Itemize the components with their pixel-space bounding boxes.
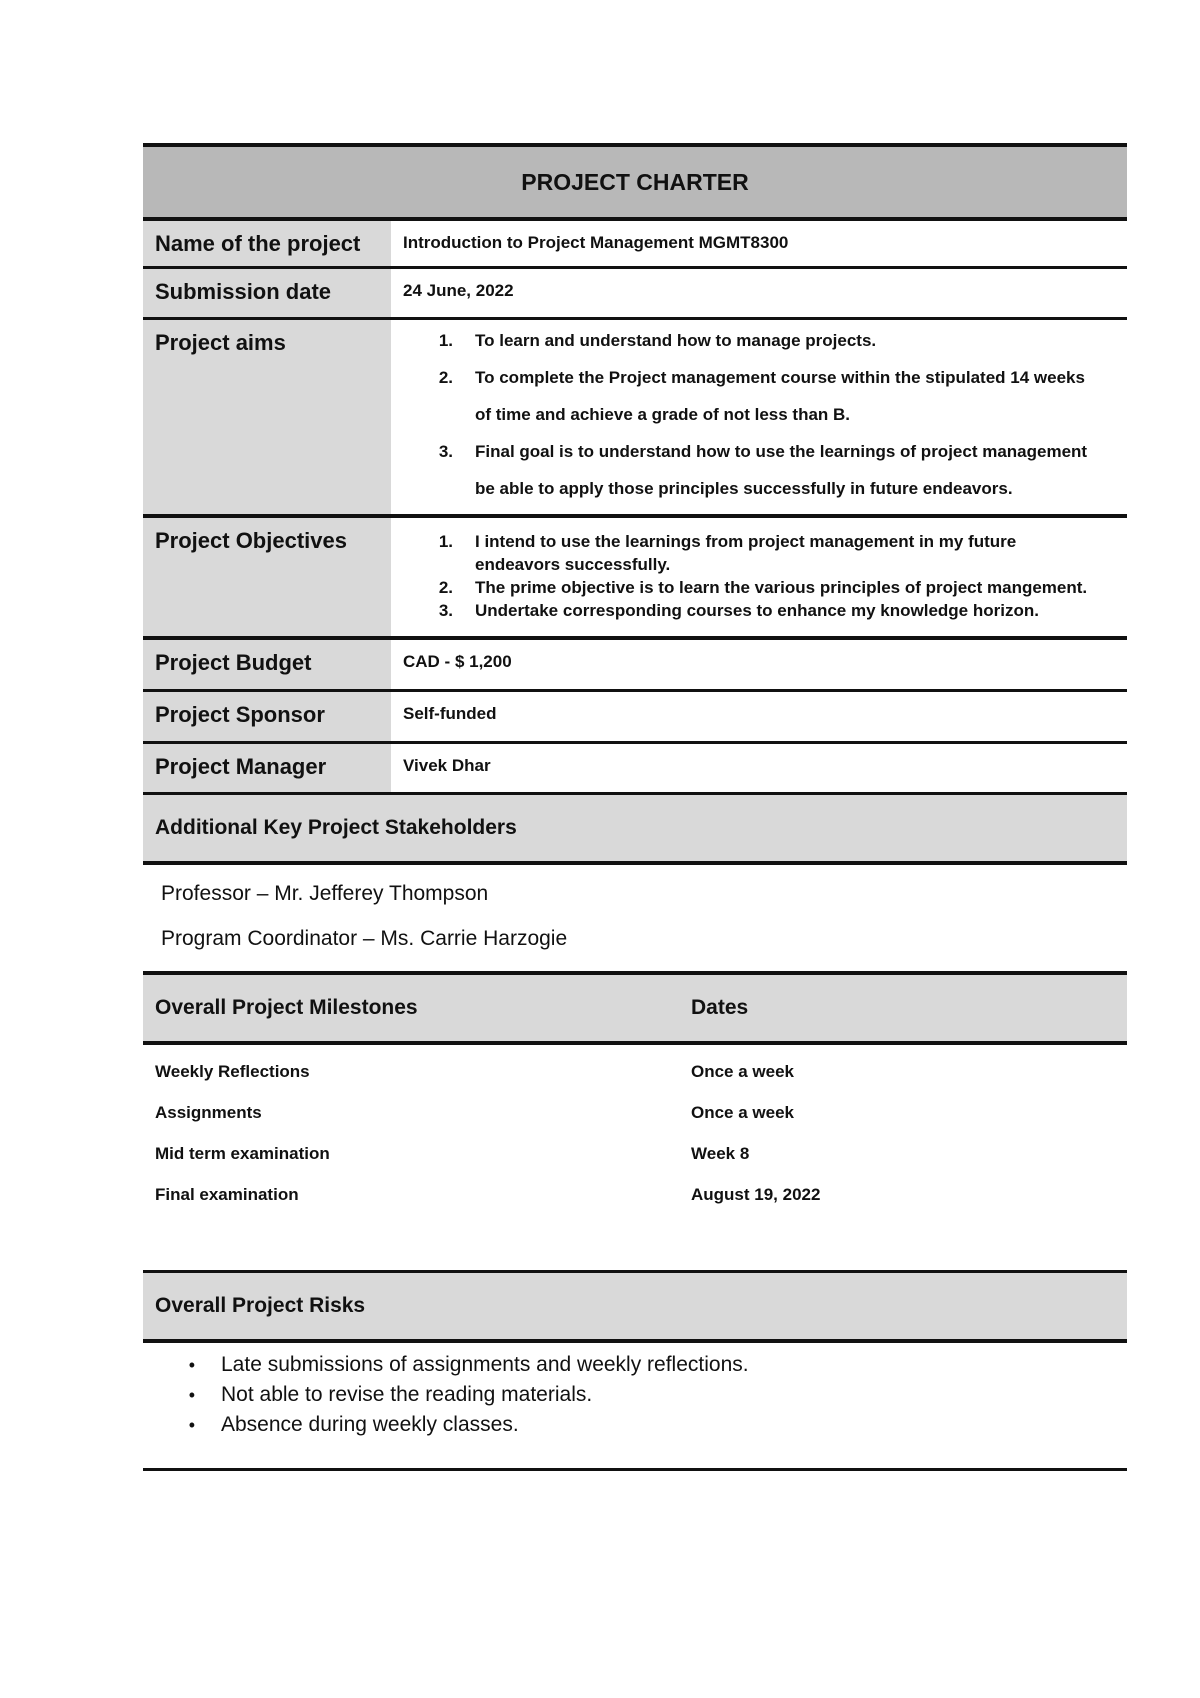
list-text [475,530,1115,576]
list-number: 2. [438,578,453,597]
bullet-icon: • [188,1385,195,1405]
list-text-line: endeavors successfully. [475,555,671,574]
bullet-icon: • [188,1355,195,1375]
list-text-line: be able to apply those principles successfully in future endeavors. [475,479,1013,498]
risk-text: Not able to revise the reading materials. [221,1383,593,1406]
objective-item [403,576,1115,599]
value-project-sponsor: Self-funded [403,704,497,723]
list-number: 1. [438,331,453,350]
objectives-list [403,530,1115,622]
milestone-date: August 19, 2022 [691,1185,821,1204]
objective-item [403,599,1115,622]
dates-heading: Dates [691,996,749,1019]
aims-list [403,322,1115,507]
milestone-date: Week 8 [691,1144,750,1163]
list-text-line: of time and achieve a grade of not less than B. [475,405,851,424]
list-text-line: Undertake corresponding courses to enhance my knowledge horizon. [475,601,1039,620]
value-project-budget: CAD - $ 1,200 [403,652,512,671]
label-project-aims: Project aims [143,320,391,514]
list-text [475,599,1115,622]
list-text [475,433,1115,507]
value-project-aims [391,320,1127,514]
bottom-rule [143,1468,1127,1471]
risks-section [143,1343,1127,1468]
risks-list [143,1350,1127,1440]
risk-text: Absence during weekly classes. [221,1413,519,1436]
risk-item [143,1410,1127,1440]
risk-item [143,1380,1127,1410]
milestone-date: Once a week [691,1062,795,1081]
stakeholder-coordinator: Program Coordinator – Ms. Carrie Harzogie [161,927,568,950]
row-project-objectives [143,518,1127,636]
label-submission-date: Submission date [143,269,391,317]
list-text [475,576,1115,599]
milestone-date: Once a week [691,1103,795,1122]
milestone-row [143,1174,1127,1215]
stakeholders-heading: Additional Key Project Stakeholders [143,795,1127,861]
row-submission-date [143,269,1127,317]
row-project-name [143,221,1127,266]
list-text-line: To learn and understand how to manage projects. [475,331,877,350]
milestone-name: Mid term examination [155,1144,330,1163]
list-text [475,359,1115,433]
label-project-name: Name of the project [143,221,391,266]
milestones-heading: Overall Project Milestones [155,996,418,1019]
label-project-objectives: Project Objectives [143,518,391,636]
milestones-table [143,1045,1127,1270]
risk-item [143,1350,1127,1380]
label-project-budget: Project Budget [143,640,391,689]
milestone-row [143,1092,1127,1133]
aim-item [403,322,1115,359]
risks-heading: Overall Project Risks [143,1273,1127,1339]
label-project-manager: Project Manager [143,744,391,792]
charter-title: PROJECT CHARTER [143,147,1127,217]
list-number: 1. [438,532,453,551]
stakeholder-professor: Professor – Mr. Jefferey Thompson [161,882,489,905]
value-project-manager: Vivek Dhar [403,756,491,775]
value-submission-date: 24 June, 2022 [403,281,514,300]
row-project-budget [143,640,1127,689]
value-project-objectives [391,518,1127,636]
row-project-aims [143,320,1127,514]
milestone-name: Weekly Reflections [155,1062,310,1081]
row-project-sponsor [143,692,1127,741]
list-number: 2. [438,368,453,387]
list-text-line: Final goal is to understand how to use the learnings of project management [475,442,1088,461]
bullet-icon: • [188,1415,195,1435]
list-text-line: The prime objective is to learn the various principles of project mangement. [475,578,1088,597]
value-project-name: Introduction to Project Management MGMT8300 [403,233,789,252]
list-number: 3. [438,601,453,620]
risk-text: Late submissions of assignments and weekly reflections. [221,1353,749,1376]
list-text [475,322,1115,359]
milestone-row [143,1133,1127,1174]
milestones-header [143,975,1127,1041]
stakeholders-list [143,865,1127,971]
list-number: 3. [438,442,453,461]
aim-item [403,359,1115,433]
row-project-manager [143,744,1127,792]
milestone-name: Assignments [155,1103,262,1122]
objective-item [403,530,1115,576]
list-text-line: I intend to use the learnings from project management in my future [475,532,1017,551]
list-text-line: To complete the Project management course within the stipulated 14 weeks [475,368,1085,387]
milestone-row [143,1051,1127,1092]
milestone-name: Final examination [155,1185,299,1204]
project-charter-document [143,143,1127,1471]
label-project-sponsor: Project Sponsor [143,692,391,741]
aim-item [403,433,1115,507]
